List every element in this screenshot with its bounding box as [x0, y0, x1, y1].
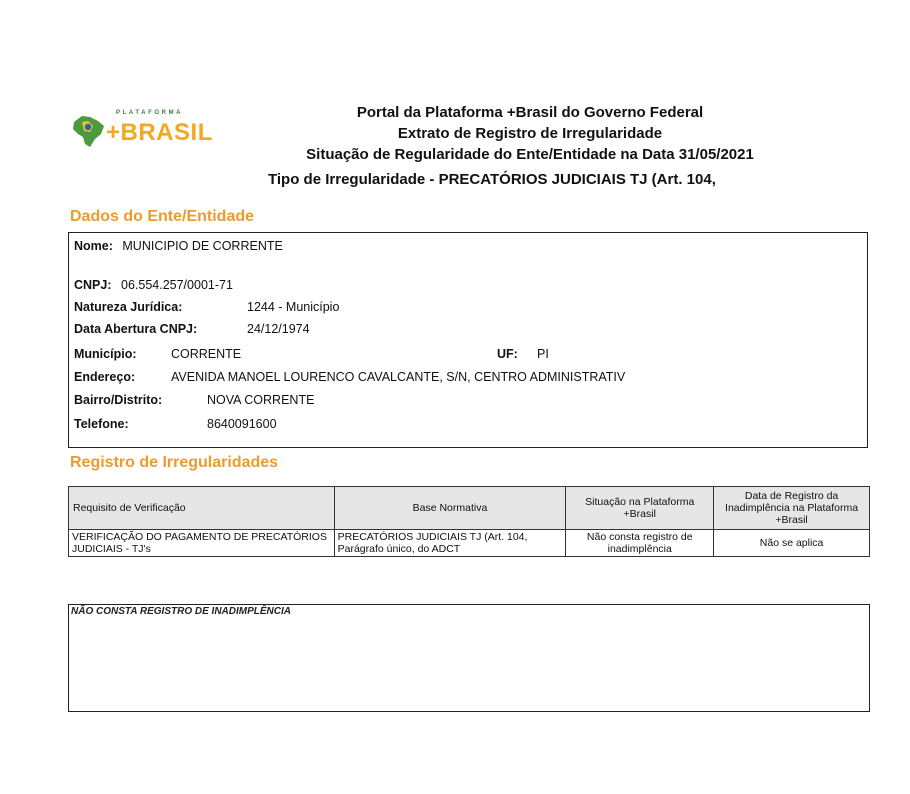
section-title-dados: Dados do Ente/Entidade	[70, 208, 255, 225]
abertura-value: 24/12/1974	[247, 322, 310, 336]
header-line-extrato: Extrato de Registro de Irregularidade	[397, 125, 663, 142]
uf-label: UF:	[497, 347, 518, 361]
col-header-situacao: Situação na Plataforma +Brasil	[566, 487, 714, 530]
endereco-label: Endereço:	[74, 370, 136, 384]
cell-data: Não se aplica	[714, 530, 870, 557]
cnpj-row	[74, 278, 233, 292]
col-header-base: Base Normativa	[334, 487, 566, 530]
entity-data-box	[68, 232, 868, 448]
header-line-tipo: Tipo de Irregularidade - PRECATÓRIOS JUDICIAIS TJ (Art. 104,	[268, 171, 716, 188]
logo-small-text: PLATAFORMA	[116, 110, 184, 116]
nome-value: MUNICIPIO DE CORRENTE	[122, 239, 283, 253]
nao-consta-text: NÃO CONSTA REGISTRO DE INADIMPLÊNCIA	[71, 606, 292, 617]
table-header-row	[69, 487, 870, 530]
uf-value: PI	[537, 347, 549, 361]
brazil-map-icon	[68, 112, 108, 150]
telefone-label: Telefone:	[74, 417, 129, 431]
cell-requisito: VERIFICAÇÃO DO PAGAMENTO DE PRECATÓRIOS JUDICIAIS - TJ's	[69, 530, 335, 557]
section-title-registro: Registro de Irregularidades	[70, 454, 279, 471]
natureza-label: Natureza Jurídica:	[74, 300, 183, 314]
cnpj-label: CNPJ:	[74, 278, 112, 292]
municipio-value: CORRENTE	[171, 347, 242, 361]
cell-situacao: Não consta registro de inadimplência	[566, 530, 714, 557]
header-line-situacao: Situação de Regularidade do Ente/Entidade na Data 31/05/2021	[306, 146, 754, 163]
table-row	[69, 530, 870, 557]
bairro-value: NOVA CORRENTE	[207, 393, 315, 407]
col-header-data: Data de Registro da Inadimplência na Plataforma +Brasil	[714, 487, 870, 530]
header-line-portal: Portal da Plataforma +Brasil do Governo Federal	[356, 104, 704, 121]
municipio-label: Município:	[74, 347, 137, 361]
abertura-label: Data Abertura CNPJ:	[74, 322, 198, 336]
endereco-value: AVENIDA MANOEL LOURENCO CAVALCANTE, S/N, CENTRO ADMINISTRATIV	[171, 370, 626, 384]
nome-label: Nome:	[74, 239, 113, 253]
natureza-value: 1244 - Município	[247, 300, 340, 314]
logo-big-text: +BRASIL	[106, 119, 213, 146]
nome-row	[74, 239, 283, 253]
irregularities-table	[68, 486, 870, 557]
nao-consta-box	[68, 604, 870, 712]
col-header-requisito: Requisito de Verificação	[69, 487, 335, 530]
plataforma-brasil-logo	[68, 108, 213, 152]
telefone-value: 8640091600	[207, 417, 277, 431]
cnpj-value: 06.554.257/0001-71	[121, 278, 233, 292]
bairro-label: Bairro/Distrito:	[74, 393, 163, 407]
cell-base: PRECATÓRIOS JUDICIAIS TJ (Art. 104, Parágrafo único, do ADCT	[334, 530, 566, 557]
